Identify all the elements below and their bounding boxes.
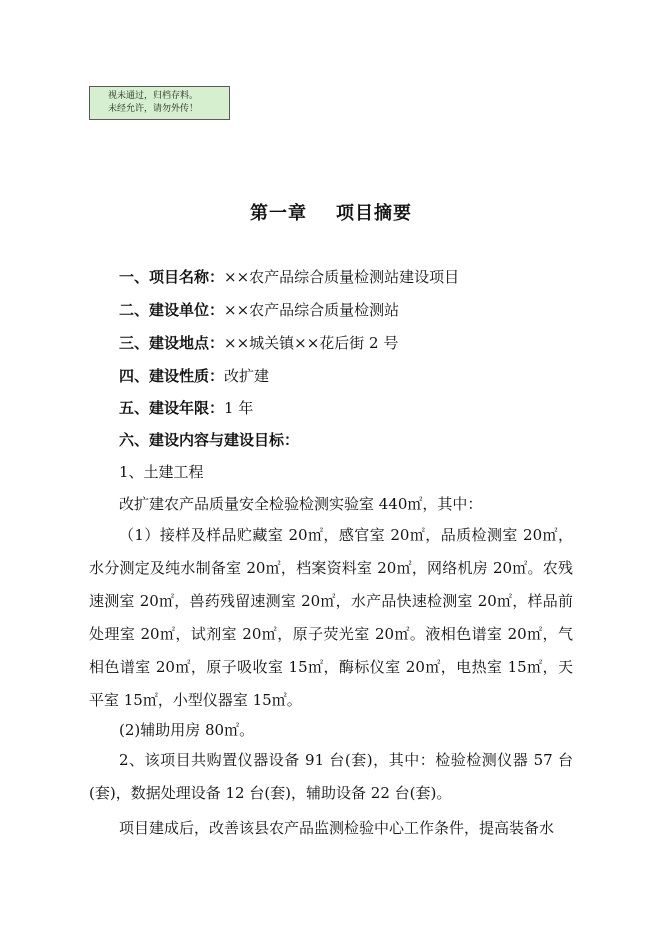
- equipment-paragraph: 2、该项目共购置仪器设备 91 台(套)，其中：检验检测仪器 57 台(套)，数据处理设备 12 台(套)，辅助设备 22 台(套)。: [89, 751, 573, 802]
- summary-label: 四、建设性质：: [119, 367, 225, 385]
- summary-item-project-name: [119, 266, 459, 287]
- summary-label: 一、项目名称：: [119, 268, 225, 286]
- auxiliary-text: (2)辅助用房 80㎡。: [119, 721, 255, 739]
- summary-label: 二、建设单位：: [119, 301, 225, 319]
- stamp-line-1: 视未通过，归档存料。: [108, 91, 199, 101]
- chapter-title: 第一章 项目摘要: [249, 203, 413, 224]
- summary-item-location: [119, 332, 398, 353]
- summary-item-content-goals: [119, 429, 299, 450]
- civil-heading: 1、土建工程: [119, 463, 204, 481]
- summary-label: 六、建设内容与建设目标：: [119, 431, 300, 449]
- summary-label: 五、建设年限：: [119, 399, 225, 417]
- lab-area-text: 改扩建农产品质量安全检验检测实验室 440㎡，其中：: [119, 495, 483, 513]
- summary-value: ××农产品综合质量检测站建设项目: [224, 268, 460, 286]
- rooms-paragraph: （1）接样及样品贮藏室 20㎡，感官室 20㎡，品质检测室 20㎡，水分测定及纯水制备室 20㎡，档案资料室 20㎡，网络机房 20㎡。农残速测室 20㎡，兽药残留速测室 20㎡，水产品快速检测室 20㎡，样品前处理室 20㎡，试剂室 20㎡，原子荧光室 20㎡。液相色谱室 20㎡，气相色谱室 20㎡，原子吸收室 15㎡，酶标仪室 20㎡，电热室 15㎡，天平室 15㎡，小型仪器室 15㎡。: [89, 526, 573, 709]
- conclusion-text: 项目建成后，改善该县农产品监测检验中心工作条件，提高装备水: [119, 819, 555, 837]
- summary-item-builder: [119, 299, 399, 320]
- summary-value: ××城关镇××花后街 2 号: [224, 334, 399, 352]
- summary-value: ××农产品综合质量检测站: [224, 301, 400, 319]
- stamp-line-2: 未经允许，请勿外传！: [108, 104, 199, 114]
- summary-value: 改扩建: [224, 367, 270, 385]
- summary-item-nature: [119, 365, 269, 386]
- summary-item-duration: [119, 397, 253, 418]
- confidential-stamp: [89, 86, 230, 120]
- summary-label: 三、建设地点：: [119, 334, 225, 352]
- summary-value: 1 年: [224, 399, 254, 417]
